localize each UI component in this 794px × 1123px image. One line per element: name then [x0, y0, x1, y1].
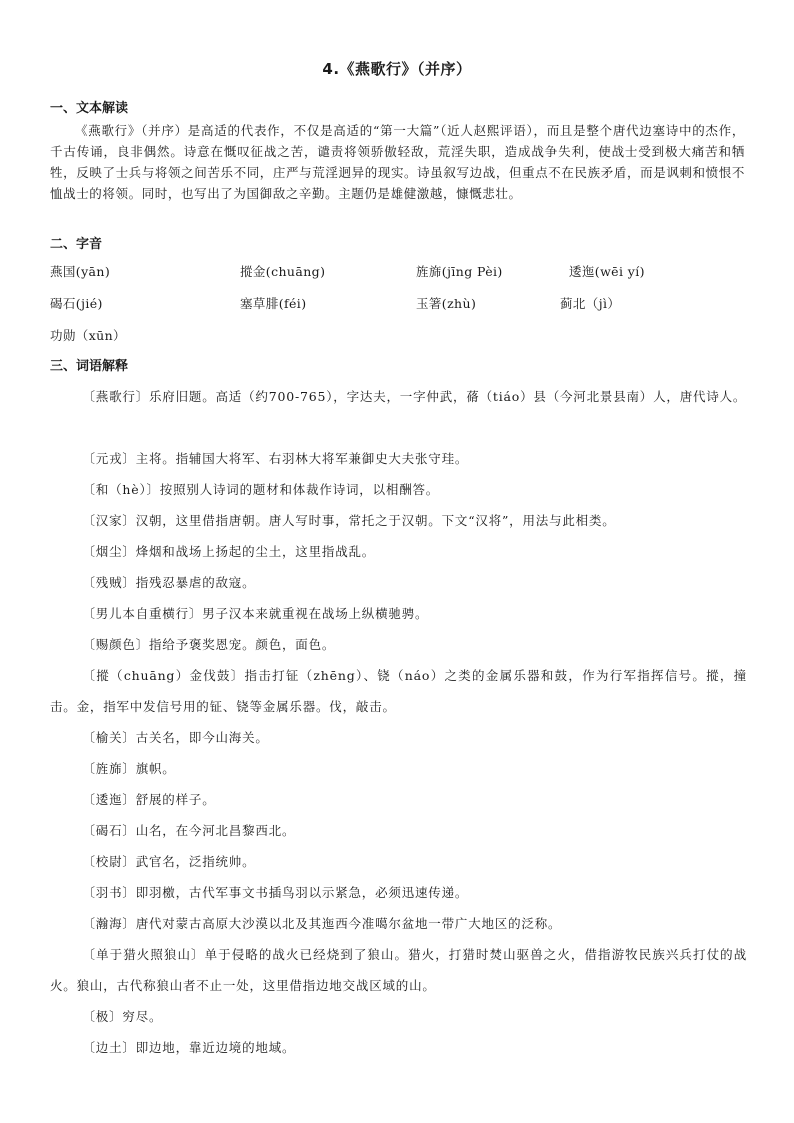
- pinyin-item: 功勋（xūn）: [50, 328, 126, 343]
- glossary-entry: 〔摐（chuāng）金伐鼓〕指击打钲（zhēng）、铙（náo）之类的金属乐器和鼓，作为行军指挥信号。摐，撞击。金，指军中发信号用的钲、铙等金属乐器。伐，敲击。: [50, 668, 747, 714]
- glossary-entry: 〔榆关〕古关名，即今山海关。: [82, 730, 269, 745]
- document-title: 4.《燕歌行》（并序）: [322, 60, 472, 78]
- pinyin-item: 燕国(yān): [50, 264, 111, 279]
- pinyin-item: 碣石(jié): [50, 296, 103, 311]
- glossary-entry: 〔羽书〕即羽檄，古代军事文书插鸟羽以示紧急，必须迅速传递。: [82, 885, 469, 900]
- section-heading-pronunciation: 二、字音: [50, 237, 103, 252]
- glossary-entry: 〔元戎〕主将。指辅国大将军、右羽林大将军兼御史大夫张守珪。: [82, 451, 469, 466]
- glossary-entry: 〔男儿本自重横行〕男子汉本来就重视在战场上纵横驰骋。: [82, 606, 429, 621]
- glossary-entry: 〔赐颜色〕指给予褒奖恩宠。颜色，面色。: [82, 637, 336, 652]
- glossary-entry: 〔碣石〕山名，在今河北昌黎西北。: [82, 823, 296, 838]
- interpretation-paragraph: 《燕歌行》（并序）是高适的代表作，不仅是高适的“第一大篇”（近人赵熙评语），而且是整个唐代边塞诗中的杰作，千古传诵，良非偶然。诗意在慨叹征战之苦，谴责将领骄傲轻敌，荒淫失职，造成战争失利，使战士受到极大痛苦和牺牲，反映了士兵与将领之间苦乐不同，庄严与荒淫迥异的现实。诗虽叙写边战，但重点不在民族矛盾，而是讽刺和愤恨不恤战士的将领。同时，也写出了为国御敌之辛勤。主题仍是雄健激越，慷慨悲壮。: [50, 123, 745, 201]
- pinyin-item: 旌旆(jīng Pèi): [416, 264, 503, 279]
- glossary-entry: 〔燕歌行〕乐府旧题。高适（约700-765），字达夫，一字仲武，蓨（tiáo）县（今河北景县南）人，唐代诗人。: [82, 389, 747, 404]
- pinyin-item: 塞草腓(féi): [240, 296, 307, 311]
- glossary-entry: 〔汉家〕汉朝，这里借指唐朝。唐人写时事，常托之于汉朝。下文“汉将”，用法与此相类。: [82, 513, 616, 528]
- pinyin-item: 玉箸(zhù): [416, 296, 477, 311]
- glossary-entry: 〔单于猎火照狼山〕单于侵略的战火已经烧到了狼山。猎火，打猎时焚山驱兽之火，借指游牧民族兴兵打仗的战火。狼山，古代称狼山者不止一处，这里借指边地交战区域的山。: [50, 947, 747, 993]
- glossary-entry: 〔极〕穷尽。: [82, 1009, 163, 1024]
- glossary-entry: 〔边土〕即边地，靠近边境的地域。: [82, 1040, 296, 1055]
- glossary-entry: 〔瀚海〕唐代对蒙古高原大沙漠以北及其迤西今准噶尔盆地一带广大地区的泛称。: [82, 916, 562, 931]
- section-heading-interpretation: 一、文本解读: [50, 101, 129, 116]
- pinyin-item: 摐金(chuāng): [240, 264, 326, 279]
- glossary-entry: 〔和（hè）〕按照别人诗词的题材和体裁作诗词，以相酬答。: [82, 482, 440, 497]
- glossary-entry: 〔校尉〕武官名，泛指统帅。: [82, 854, 256, 869]
- section-heading-glossary: 三、词语解释: [50, 359, 129, 374]
- glossary-entry: 〔旌旆〕旗帜。: [82, 761, 176, 776]
- glossary-entry: 〔烟尘〕烽烟和战场上扬起的尘土，这里指战乱。: [82, 544, 376, 559]
- pinyin-item: 逶迤(wēi yí): [569, 264, 645, 279]
- glossary-entry: 〔残贼〕指残忍暴虐的敌寇。: [82, 575, 256, 590]
- glossary-entry: 〔逶迤〕舒展的样子。: [82, 792, 216, 807]
- pinyin-item: 蓟北（jì）: [560, 296, 621, 311]
